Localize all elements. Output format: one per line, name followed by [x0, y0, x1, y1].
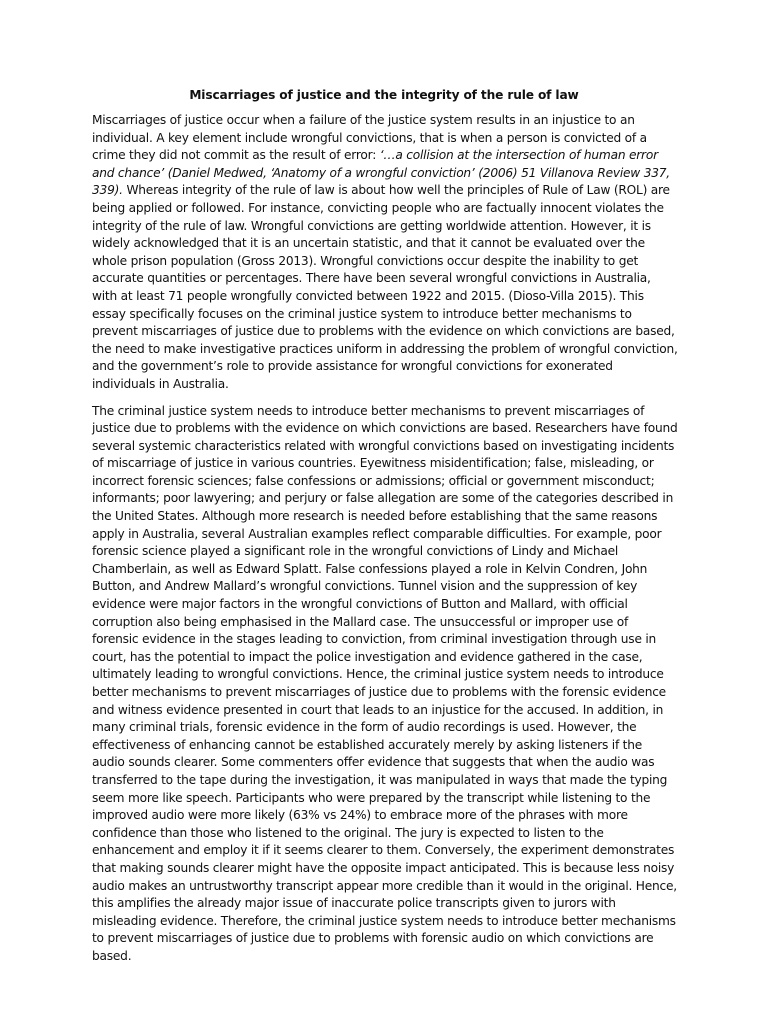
page-title: Miscarriages of justice and the integrity of the rule of law	[189, 88, 579, 102]
paragraph-introduction-text-end: Whereas integrity of the rule of law is about how well the principles of Rule of Law (ROL) are being applied or followed. For instance, convicting people who are factually innocent violates the integrity of the rule of law. Wrongful convictions are getting worldwide attention. However, it is widely acknowledged that it is an uncertain statistic, and that it cannot be evaluated over the whole prison population (Gross 2013). Wrongful convictions occur despite the inability to get accurate quantities or percentages. There have been several wrongful convictions in Australia, with at least 71 people wrongfully convicted between 1922 and 2015. (Dioso-Villa 2015). This essay specifically focuses on the criminal justice system to introduce better mechanisms to prevent miscarriages of justice due to problems with the evidence on which convictions are based, the need to make investigative practices uniform in addressing the problem of wrongful conviction, and the government’s role to provide assistance for wrongful convictions for exonerated individuals in Australia.	[92, 183, 678, 391]
paragraph-introduction	[92, 112, 678, 394]
paragraph-introduction-text-start: Miscarriages of justice occur when a failure of the justice system results in an injustice to an individual. A key element include wrongful convictions, that is when a person is convicted of a crime they did not commit as the result of error:	[92, 113, 647, 163]
paragraph-evidence-mechanisms: The criminal justice system needs to introduce better mechanisms to prevent miscarriages of justice due to problems with the evidence on which convictions are based. Researchers have found several systemic characteristics related with wrongful convictions based on investigating incidents of miscarriage of justice in various countries. Eyewitness misidentification; false, misleading, or incorrect forensic sciences; false confessions or admissions; official or government misconduct; informants; poor lawyering; and perjury or false allegation are some of the categories described in the United States. Although more research is needed before establishing that the same reasons apply in Australia, several Australian examples reflect comparable difficulties. For example, poor forensic science played a significant role in the wrongful convictions of Lindy and Michael Chamberlain, as well as Edward Splatt. False confessions played a role in Kelvin Condren, John Button, and Andrew Mallard’s wrongful convictions. Tunnel vision and the suppression of key evidence were major factors in the wrongful convictions of Button and Mallard, with official corruption also being emphasised in the Mallard case. The unsuccessful or improper use of forensic evidence in the stages leading to conviction, from criminal investigation through use in court, has the potential to impact the police investigation and evidence gathered in the case, ultimately leading to wrongful convictions. Hence, the criminal justice system needs to introduce better mechanisms to prevent miscarriages of justice due to problems with the forensic evidence and witness evidence presented in court that leads to an injustice for the accused. In addition, in many criminal trials, forensic evidence in the form of audio recordings is used. However, the effectiveness of enhancing cannot be established accurately merely by asking listeners if the audio sounds clearer. Some commenters offer evidence that suggests that when the audio was transferred to the tape during the investigation, it was manipulated in ways that made the typing seem more like speech. Participants who were prepared by the transcript while listening to the improved audio were more likely (63% vs 24%) to embrace more of the phrases with more confidence than those who listened to the original. The jury is expected to listen to the enhancement and employ it if it seems clearer to them. Conversely, the experiment demonstrates that making sounds clearer might have the opposite impact anticipated. This is because less noisy audio makes an untrustworthy transcript appear more credible than it would in the original. Hence, this amplifies the already major issue of inaccurate police transcripts given to jurors with misleading evidence. Therefore, the criminal justice system needs to introduce better mechanisms to prevent miscarriages of justice due to problems with forensic audio on which convictions are based.	[92, 403, 678, 963]
paragraph-introduction-quote: ‘…a collision at the intersection of human error and chance’ (Daniel Medwed, ‘Anatomy of a wrongful conviction’ (2006) 51 Villanova Review 337, 339).	[92, 148, 670, 198]
document-body	[92, 112, 678, 975]
